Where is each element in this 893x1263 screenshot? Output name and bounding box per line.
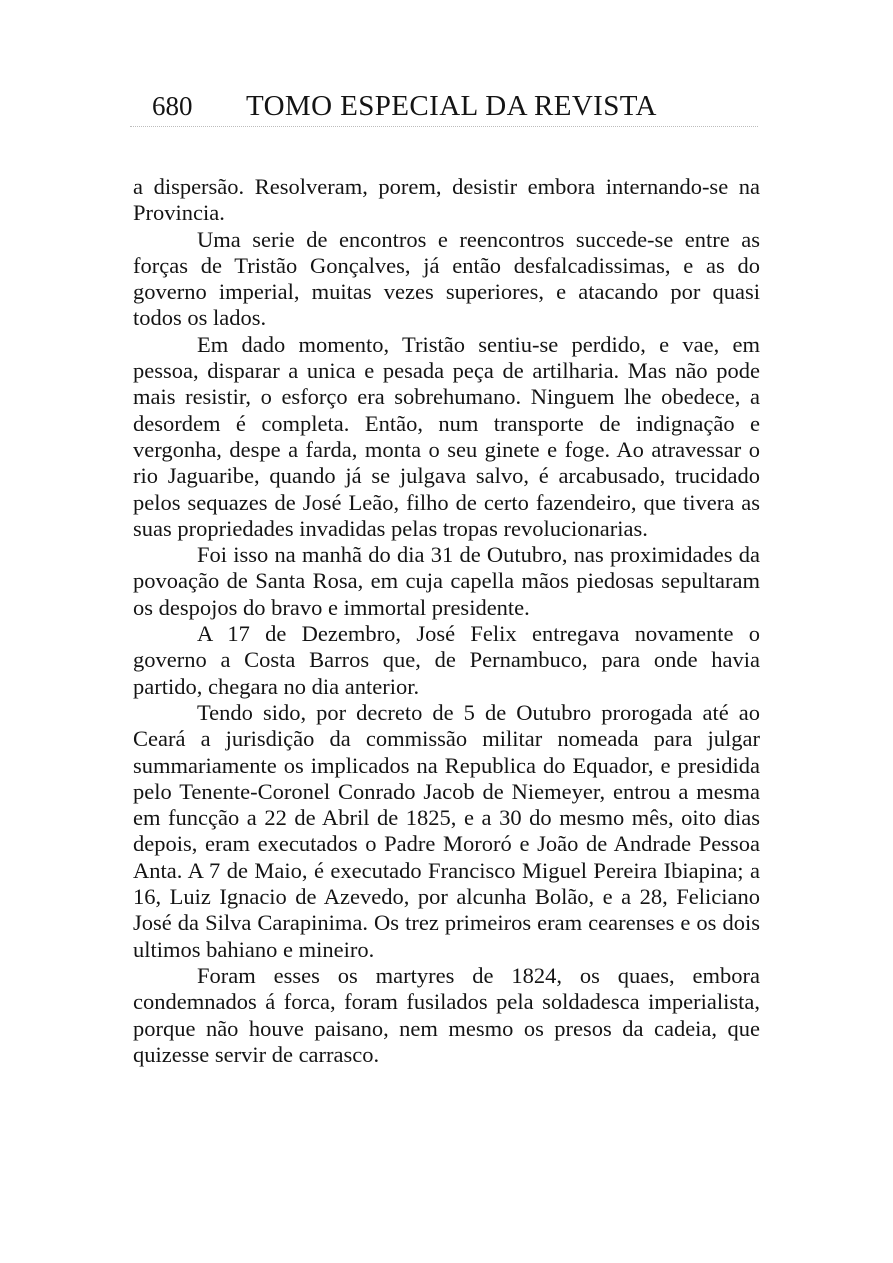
paragraph: Foram esses os martyres de 1824, os quaes, embora condemnados á forca, foram fusilados pela soldadesca imperialista, porque não houve paisano, nem mesmo os presos da cadeia, que quizesse servir de carrasco. [133, 962, 760, 1067]
header-rule [130, 126, 758, 127]
paragraph-continuation: a dispersão. Resolveram, porem, desistir embora internando-se na Provincia. [133, 174, 760, 226]
running-head [152, 86, 672, 126]
paragraph: Tendo sido, por decreto de 5 de Outubro prorogada até ao Ceará a jurisdição da commissão militar nomeada para julgar summariamente os implicados na Republica do Equador, e presidida pelo Tenente-Coronel Conrado Jacob de Niemeyer, entrou a mesma em funcção a 22 de Abril de 1825, e a 30 do mesmo mês, oito dias depois, eram executados o Padre Mororó e João de Andrade Pessoa Anta. A 7 de Maio, é executado Francisco Miguel Pereira Ibiapina; a 16, Luiz Ignacio de Azevedo, por alcunha Bolão, e a 28, Feliciano José da Silva Carapinima. Os trez primeiros eram cearenses e os dois ultimos bahiano e mineiro. [133, 699, 760, 962]
header-title: TOMO ESPECIAL DA REVISTA [246, 90, 657, 122]
paragraph: Em dado momento, Tristão sentiu-se perdido, e vae, em pessoa, disparar a unica e pesada peça de artilharia. Mas não pode mais resistir, o esforço era sobrehumano. Ninguem lhe obedece, a desordem é completa. Então, num transporte de indignação e vergonha, despe a farda, monta o seu ginete e foge. Ao atravessar o rio Jaguaribe, quando já se julgava salvo, é arcabusado, trucidado pelos sequazes de José Leão, filho de certo fazendeiro, que tivera as suas propriedades invadidas pelas tropas revolucionarias. [133, 331, 760, 541]
paragraph: A 17 de Dezembro, José Felix entregava novamente o governo a Costa Barros que, de Pernambuco, para onde havia partido, chegara no dia anterior. [133, 621, 760, 699]
paragraph: Foi isso na manhã do dia 31 de Outubro, nas proximidades da povoação de Santa Rosa, em cuja capella mãos piedosas sepultaram os despojos do bravo e immortal presidente. [133, 542, 760, 620]
paragraph: Uma serie de encontros e reencontros succede-se entre as forças de Tristão Gonçalves, já então desfalcadissimas, e as do governo imperial, muitas vezes superiores, e atacando por quasi todos os lados. [133, 226, 760, 331]
page-number: 680 [152, 91, 193, 121]
body-text [133, 174, 760, 1068]
